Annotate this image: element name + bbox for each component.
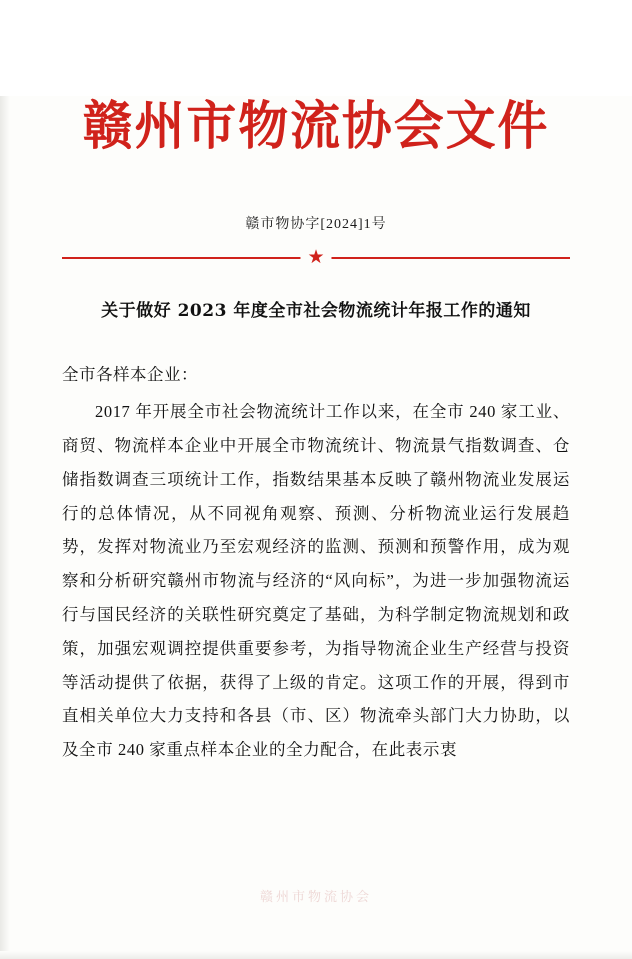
document-number: 赣市物协字[2024]1号 xyxy=(245,217,387,233)
page-left-shadow xyxy=(0,96,10,959)
page-bottom-shadow xyxy=(0,951,632,959)
document-page xyxy=(0,96,632,959)
document-masthead: 赣州市物流协会文件 xyxy=(82,96,550,157)
document-watermark: 赣州市物流协会 xyxy=(259,889,372,904)
document-salutation: 全市各样本企业： xyxy=(62,365,198,385)
masthead-divider xyxy=(62,247,570,269)
document-title: 关于做好 2023 年度全市社会物流统计年报工作的通知 xyxy=(101,301,531,322)
star-icon: ★ xyxy=(300,248,331,267)
document-paragraph: 2017 年开展全市社会物流统计工作以来，在全市 240 家工业、商贸、物流样本企业中开展全市物流统计、物流景气指数调查、仓储指数调查三项统计工作，指数结果基本反映了赣州物流业发展运行的总体情况，从不同视角观察、预测、分析物流业运行发展趋势，发挥对物流业乃至宏观经济的监测、预测和预警作用，成为观察和分析研究赣州市物流与经济的“风向标”，为进一步加强物流运行与国民经济的关联性研究奠定了基础，为科学制定物流规划和政策，加强宏观调控提供重要参考，为指导物流企业生产经营与投资等活动提供了依据，获得了上级的肯定。这项工作的开展，得到市直相关单位大力支持和各县（市、区）物流牵头部门大力协助，以及全市 240 家重点样本企业的全力配合，在此表示衷 xyxy=(62,402,570,760)
